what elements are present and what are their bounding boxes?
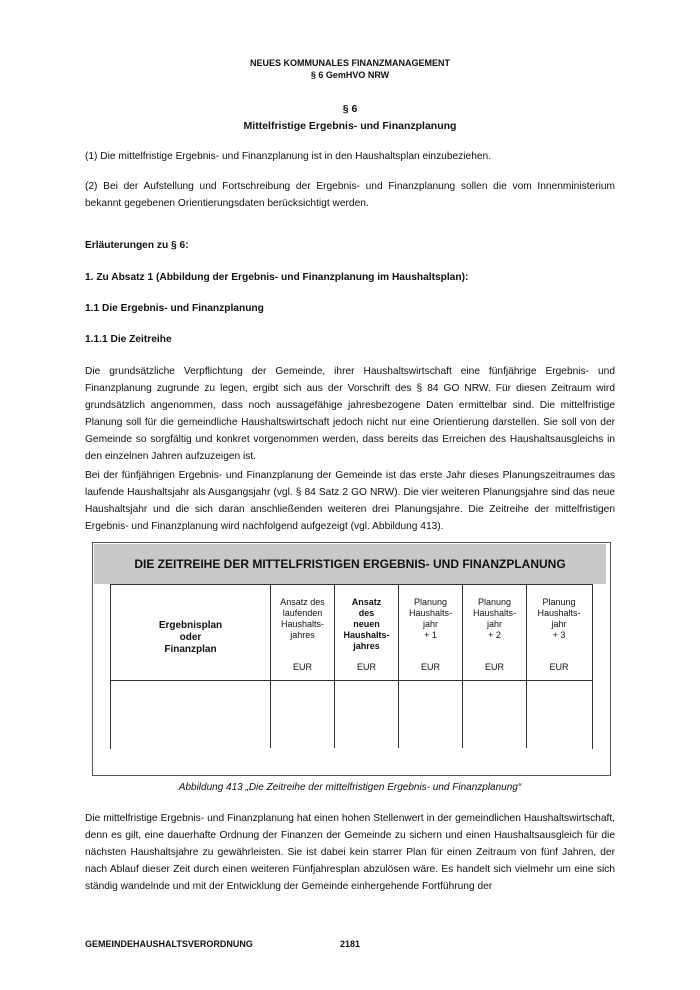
row-label-line: Ergebnisplan xyxy=(158,620,223,631)
column-header-ansatz-laufend xyxy=(271,597,334,641)
column-header-planung-1 xyxy=(399,597,462,641)
column-header-line: Ansatz des xyxy=(280,597,325,607)
column-header-line: jahr xyxy=(422,619,438,629)
column-header-line: Haushalts- xyxy=(343,630,390,640)
column-unit: EUR xyxy=(356,662,376,672)
column-header-line: jahres xyxy=(353,641,380,651)
column-header-line: neuen xyxy=(353,619,380,629)
column-header-planung-2 xyxy=(463,597,526,641)
section-number: § 6 xyxy=(342,103,358,115)
column-header-line: des xyxy=(358,608,375,618)
figure-title: DIE ZEITREIHE DER MITTELFRISTIGEN ERGEBNIS- UND FINANZPLANUNG xyxy=(134,557,566,571)
table-row-label xyxy=(112,620,269,656)
column-header-line: + 3 xyxy=(552,630,566,640)
heading-1: 1. Zu Absatz 1 (Abbildung der Ergebnis- und Finanzplanung im Haushaltsplan): xyxy=(85,272,469,283)
body-paragraph-3: Die mittelfristige Ergebnis- und Finanzplanung hat einen hohen Stellenwert in der gemeindlichen Haushaltswirtschaft, denn es gilt, eine dauerhafte Ordnung der Finanzen der Gemeinde zu sichern und einen Haushaltsausgleich für die nächsten Haushaltsjahre zu gewährleisten. Sie ist dabei kein starrer Plan für einen Zeitraum von fünf Jahren, der nach Ablauf dieser Zeit durch einen weiteren Fünfjahresplan abzulösen wäre. Es handelt sich vielmehr um eine sich ständig wandelnde und mit der Entwicklung der Gemeinde einhergehende Fortführung der xyxy=(85,813,615,892)
column-header-line: + 2 xyxy=(488,630,501,640)
row-label-line: oder xyxy=(179,632,202,643)
column-header-line: jahres xyxy=(290,630,315,640)
body-paragraph-1: Die grundsätzliche Verpflichtung der Gemeinde, ihrer Haushaltswirtschaft eine fünfjährige Ergebnis- und Finanzplanung zugrunde zu legen, ergibt sich aus der Vorschrift des § 84 GO NRW. Für diesen Zeitraum wird grundsätzlich angenommen, dass noch aussagefähige jahresbezogene Daten ermittelbar sind. Die mittelfristige Planung soll für die gemeindliche Haushaltswirtschaft jedoch nicht nur eine Orientierung darstellen. Sie soll von der Gemeinde so sorgfältig und konkret vorgenommen werden, dass bereits das Erreichen des Haushaltsausgleichs in den einzelnen Jahren aufzuzeigen ist. xyxy=(85,366,615,462)
column-header-line: Planung xyxy=(413,597,448,607)
section-title: Mittelfristige Ergebnis- und Finanzplanung xyxy=(243,120,457,132)
law-paragraph-2: (2) Bei der Aufstellung und Fortschreibung der Ergebnis- und Finanzplanung sollen die vom Innenministerium bekannt gegebenen Orientierungsdaten berücksichtigt werden. xyxy=(85,181,615,209)
column-header-line: Haushalts- xyxy=(280,619,325,629)
heading-1-1: 1.1 Die Ergebnis- und Finanzplanung xyxy=(85,303,264,314)
figure-title-bar xyxy=(94,544,606,584)
law-paragraph-1: (1) Die mittelfristige Ergebnis- und Finanzplanung ist in den Haushaltsplan einzubeziehen. xyxy=(85,151,492,162)
column-header-line: jahr xyxy=(486,619,502,629)
column-header-ansatz-neu xyxy=(335,597,398,652)
column-header-line: jahr xyxy=(551,619,567,629)
column-header-planung-3 xyxy=(527,597,591,641)
column-header-line: Haushalts- xyxy=(472,608,517,618)
column-header-line: Planung xyxy=(477,597,512,607)
column-header-line: Planung xyxy=(542,597,576,607)
column-header-line: + 1 xyxy=(424,630,437,640)
column-unit: EUR xyxy=(549,662,569,672)
body-paragraph-2: Bei der fünfjährigen Ergebnis- und Finanzplanung der Gemeinde ist das erste Jahr dieses Planungszeitraumes das laufende Haushaltsjahr als Ausgangsjahr (vgl. § 84 Satz 2 GO NRW). Die vier weiteren Planungsjahre sind das neue Haushaltsjahr und die sich daran anschließenden weiteren drei Planungsjahre. Die Zeitreihe der mittelfristigen Ergebnis- und Finanzplanung wird nachfolgend aufgezeigt (vgl. Abbildung 413). xyxy=(85,470,615,532)
column-header-line: Haushalts- xyxy=(408,608,453,618)
column-header-line: Haushalts- xyxy=(537,608,581,618)
header-line-2: § 6 GemHVO NRW xyxy=(310,70,390,80)
page-number: 2181 xyxy=(340,939,361,949)
column-unit: EUR xyxy=(420,662,440,672)
figure-caption: Abbildung 413 „Die Zeitreihe der mittelfristigen Ergebnis- und Finanzplanung“ xyxy=(178,782,522,793)
column-unit: EUR xyxy=(484,662,504,672)
column-header-line: Ansatz xyxy=(351,597,382,607)
table-row-divider xyxy=(110,680,592,681)
footer-title: GEMEINDEHAUSHALTSVERORDNUNG xyxy=(85,939,253,949)
heading-erlaeuterungen: Erläuterungen zu § 6: xyxy=(85,240,189,251)
column-header-line: laufenden xyxy=(282,608,323,618)
heading-1-1-1: 1.1.1 Die Zeitreihe xyxy=(85,334,172,345)
column-unit: EUR xyxy=(292,662,312,672)
row-label-line: Finanzplan xyxy=(164,644,217,655)
header-line-1: NEUES KOMMUNALES FINANZMANAGEMENT xyxy=(250,58,450,68)
